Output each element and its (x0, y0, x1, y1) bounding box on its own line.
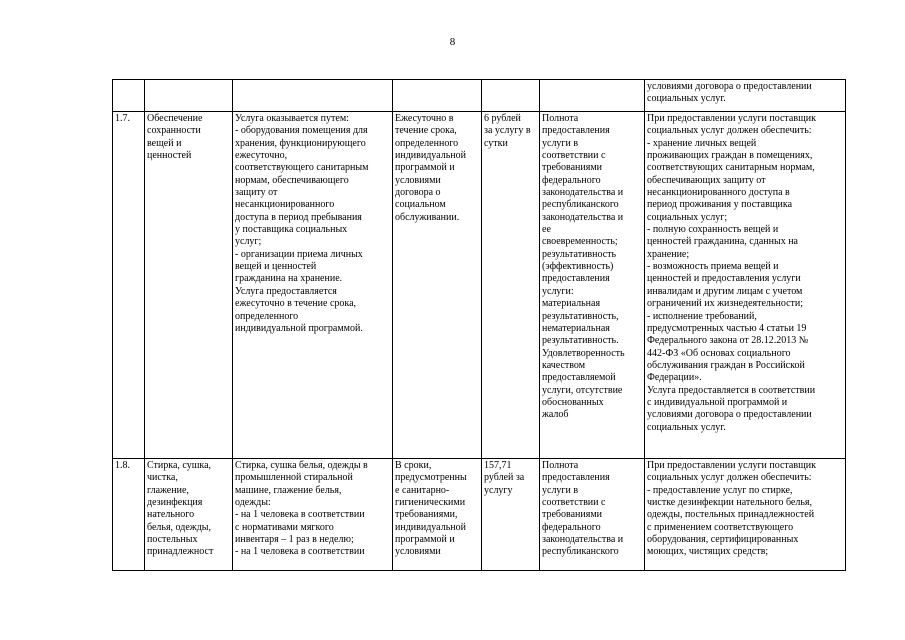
cell-service-name (145, 112, 233, 459)
cell-conditions (645, 80, 846, 112)
service-price: 157,71 рублей за услугу (484, 460, 525, 496)
service-quality: Полнота предоставления услуги в соответствии с требованиями федерального законодательства и республиканского законодательства и ее своевременность; результативность (эффективность) предоставления услуги: материальная результативность, нематериальная результативность. Удовлетворенность качеством предоставляемой услуги, отсутствие обоснованных жалоб (542, 113, 625, 421)
cell-price (482, 459, 540, 571)
cell-price (482, 112, 540, 459)
cell-quality (540, 80, 645, 112)
cell-description (233, 459, 393, 571)
cell-term (393, 112, 482, 459)
cell-term (393, 80, 482, 112)
row-number: 1.7. (115, 113, 130, 124)
table-row-continuation (113, 80, 846, 112)
cell-service-name (145, 459, 233, 571)
conditions-tail-text: условиями договора о предоставлении социальных услуг. (647, 81, 812, 105)
cell-number (113, 80, 145, 112)
service-name: Обеспечение сохранности вещей и ценностей (147, 113, 203, 162)
social-services-table (112, 79, 846, 571)
cell-term (393, 459, 482, 571)
service-term: В сроки, предусмотренны е санитарно- гигиеническими требованиями, индивидуальной программой и условиями (395, 460, 467, 558)
cell-quality (540, 459, 645, 571)
cell-conditions (645, 112, 846, 459)
page-number: 8 (449, 36, 456, 48)
cell-service-name (145, 80, 233, 112)
cell-quality (540, 112, 645, 459)
cell-description (233, 80, 393, 112)
cell-description (233, 112, 393, 459)
row-number: 1.8. (115, 460, 130, 471)
service-conditions: При предоставлении услуги поставщик социальных услуг должен обеспечить: - хранение личных вещей проживающих граждан в помещениях, соответствующих санитарным нормам, обеспечивающих защиту от несанкционированного доступа в период проживания у поставщика социальных услуг; - полную сохранность вещей и ценностей гражданина, сданных на хранение; - возможность приема вещей и ценностей и предоставления услуги инвалидам и другим лицам с учетом ограничений их жизнедеятельности; - исполнение требований, предусмотренных частью 4 статьи 19 Федерального закона от 28.12.2013 № 442-ФЗ «Об основах социального обслуживания граждан в Российской Федерации». Услуга предоставляется в соответствии с индивидуальной программой и условиями договора о предоставлении социальных услуг. (647, 113, 816, 433)
table-row (113, 112, 846, 459)
service-price: 6 рублей за услугу в сутки (484, 113, 531, 149)
service-quality: Полнота предоставления услуги в соответствии с требованиями федерального законодательства и республиканского (542, 460, 624, 558)
cell-number (113, 112, 145, 459)
cell-conditions (645, 459, 846, 571)
service-description: Услуга оказывается путем: - оборудования помещения для хранения, функционирующего ежесуточно, соответствующего санитарным нормам, обеспечивающего защиту от несанкционированного доступа в период пребывания у поставщика социальных услуг; - организации приема личных вещей и ценностей гражданина на хранение. Услуга предоставляется ежесуточно в течение срока, определенного индивидуальной программой. (235, 113, 369, 334)
service-description: Стирка, сушка белья, одежды в промышленной стиральной машине, глажение белья, одежды: - на 1 человека в соответствии с нормативами мягкого инвентаря – 1 раз в неделю; - на 1 человека в соответствии (235, 460, 368, 558)
cell-price (482, 80, 540, 112)
service-term: Ежесуточно в течение срока, определенного индивидуальной программой и условиями договора о социальном обслуживании. (395, 113, 466, 223)
cell-number (113, 459, 145, 571)
service-conditions: При предоставлении услуги поставщик социальных услуг должен обеспечить: - предоставление услуг по стирке, чистке дезинфекции нательного белья, одежды, постельных принадлежностей с применением соответствующего оборудования, сертифицированных моющих, чистящих средств; (647, 460, 816, 558)
table-row (113, 459, 846, 571)
service-name: Стирка, сушка, чистка, глажение, дезинфекция нательного белья, одежды, постельных принадлежност (147, 460, 214, 558)
